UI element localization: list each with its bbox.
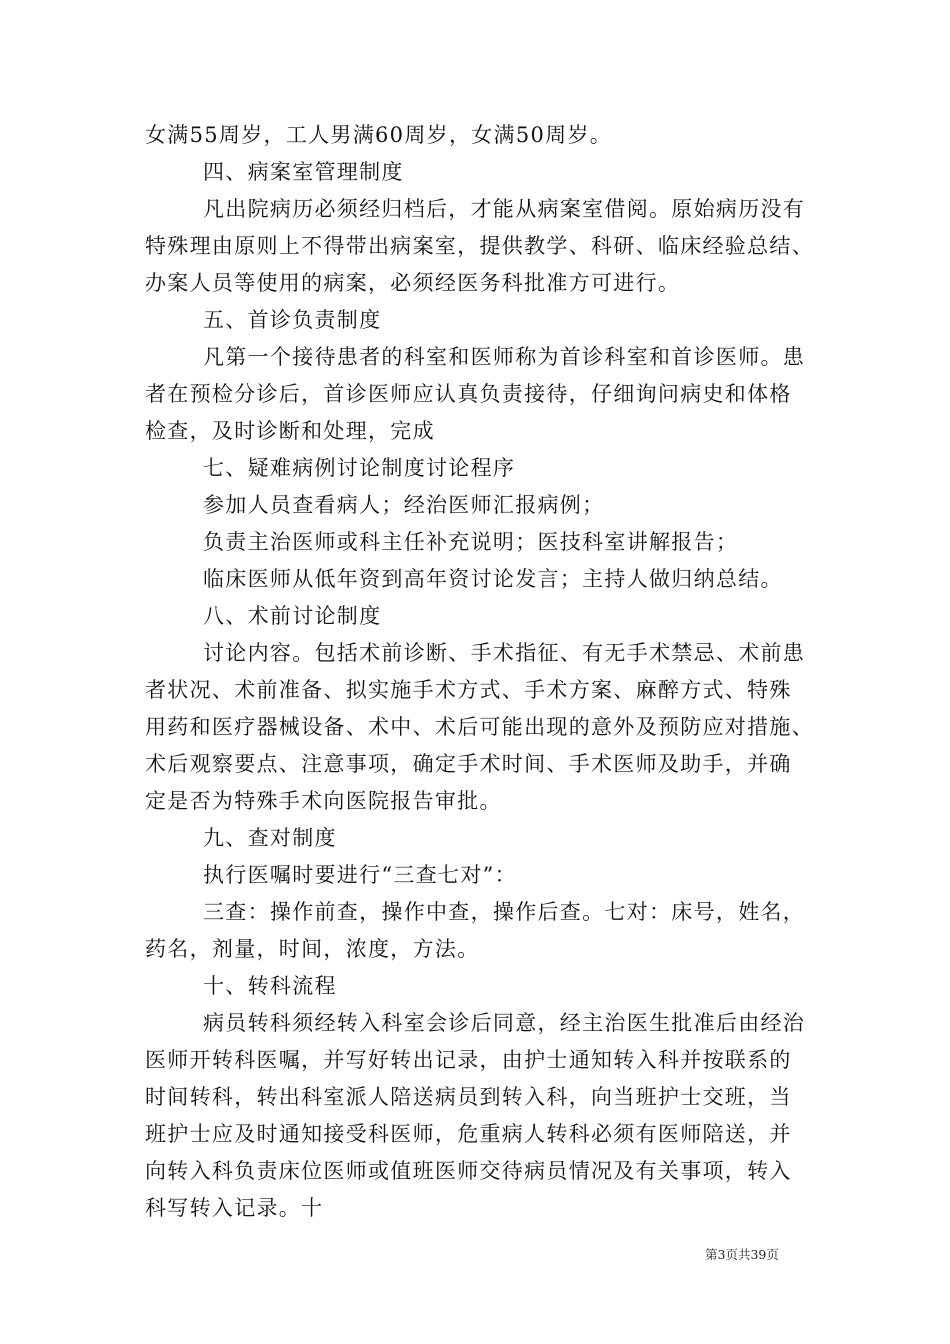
paragraph-line-indented: 执行医嘱时要进行“三查七对”： [203,863,517,887]
paragraph-line-indented: 三查：操作前查，操作中查，操作后查。七对：床号，姓名， [203,900,806,924]
paragraph-line: 时间转科，转出科室派人陪送病员到转入科，向当班护士交班，当 [145,1085,792,1109]
paragraph-line: 医师开转科医嘱，并写好转出记录，由护士通知转入科并按联系的 [145,1048,792,1072]
paragraph-line-indented: 五、首诊负责制度 [203,308,382,332]
paragraph-line: 办案人员等使用的病案，必须经医务科批准方可进行。 [145,271,681,295]
paragraph-line: 检查，及时诊断和处理，完成 [145,419,435,443]
paragraph-line: 药名，剂量，时间，浓度，方法。 [145,937,480,961]
paragraph-line-indented: 参加人员查看病人；经治医师汇报病例； [203,493,605,517]
paragraph-line: 班护士应及时通知接受科医师，危重病人转科必须有医师陪送，并 [145,1122,792,1146]
paragraph-line-indented: 九、查对制度 [203,826,337,850]
paragraph-line-indented: 八、术前讨论制度 [203,604,382,628]
document-body [145,117,814,1227]
page-number: 第3页共39页 [705,1247,779,1262]
paragraph-line: 术后观察要点、注意事项，确定手术时间、手术医师及助手，并确 [145,752,792,776]
paragraph-line: 特殊理由原则上不得带出病案室，提供教学、科研、临床经验总结、 [145,234,814,258]
paragraph-line-indented: 病员转科须经转入科室会诊后同意，经主治医生批准后由经治 [203,1011,806,1035]
paragraph-line-indented: 四、病案室管理制度 [203,160,404,184]
paragraph-line: 女满55周岁，工人男满60周岁，女满50周岁。 [145,123,613,147]
paragraph-line-indented: 十、转科流程 [203,974,337,998]
paragraph-line-indented: 负责主治医师或科主任补充说明；医技科室讲解报告； [203,530,739,554]
paragraph-line-indented: 凡出院病历必须经归档后，才能从病案室借阅。原始病历没有 [203,197,806,221]
paragraph-line: 科写转入记录。十 [145,1196,324,1220]
paragraph-line: 者在预检分诊后，首诊医师应认真负责接待，仔细询问病史和体格 [145,382,792,406]
paragraph-line: 用药和医疗器械设备、术中、术后可能出现的意外及预防应对措施、 [145,715,814,739]
paragraph-line-indented: 讨论内容。包括术前诊断、手术指征、有无手术禁忌、术前患 [203,641,806,665]
paragraph-line: 向转入科负责床位医师或值班医师交待病员情况及有关事项，转入 [145,1159,792,1183]
paragraph-line: 者状况、术前准备、拟实施手术方式、手术方案、麻醉方式、特殊 [145,678,792,702]
paragraph-line: 定是否为特殊手术向医院报告审批。 [145,789,502,813]
paragraph-line-indented: 临床医师从低年资到高年资讨论发言；主持人做归纳总结。 [203,567,783,591]
paragraph-line-indented: 七、疑难病例讨论制度讨论程序 [203,456,516,480]
paragraph-line-indented: 凡第一个接待患者的科室和医师称为首诊科室和首诊医师。患 [203,345,806,369]
